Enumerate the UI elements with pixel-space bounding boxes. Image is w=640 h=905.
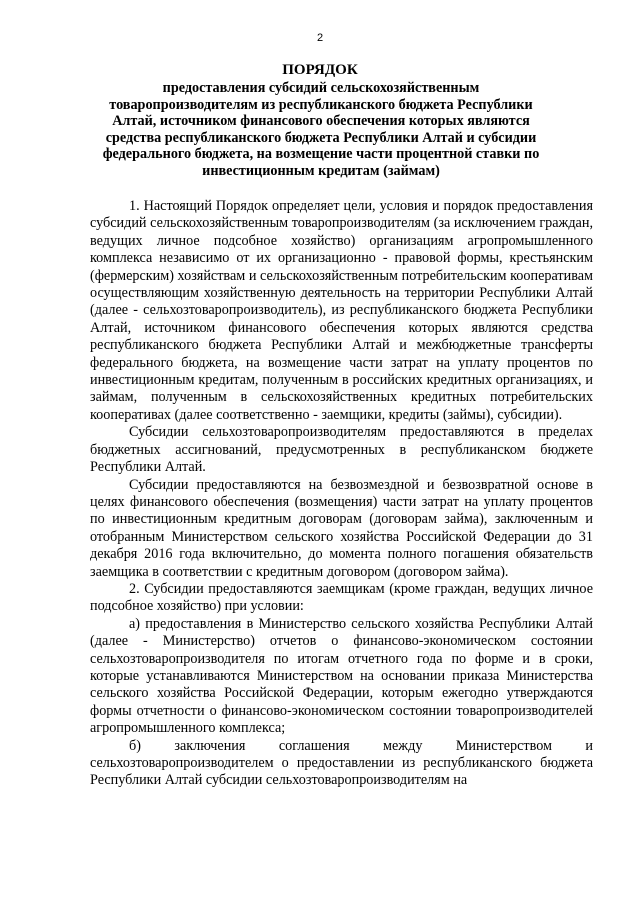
paragraph-3: Субсидии предоставляются на безвозмездной и безвозвратной основе в целях финансового обеспечения (возмещения) части затрат на уплату процентов по инвестиционным кредитным договорам (договорам займа), заключенным и отобранным Министерством сельского хозяйства Российской Федерации до 31 декабря 2016 года включительно, до момента полного погашения обязательств заемщика в соответствии с кредитным договором (договором займа). [90,476,593,580]
document-title: ПОРЯДОК [282,62,358,78]
paragraph-2: Субсидии сельхозтоваропроизводителям предоставляются в пределах бюджетных ассигнований, предусмотренных в республиканском бюджете Республики Алтай. [90,424,593,476]
paragraph-1: 1. Настоящий Порядок определяет цели, условия и порядок предоставления субсидий сельскохозяйственным товаропроизводителям (за исключением граждан, ведущих личное подсобное хозяйство) организациям агропромышленного комплекса независимо от их организационно - правовой формы, крестьянским (фермерским) хозяйствам и сельскохозяйственным потребительским кооперативам осуществляющим хозяйственную деятельность на территории Республики Алтай (далее - сельхозтоваропроизводитель), из республиканского бюджета Республики Алтай, источником финансового обеспечения которых являются средства республиканского бюджета Республики Алтай и межбюджетные трансферты федерального бюджета, на возмещение части затрат на уплату процентов по инвестиционным кредитам, полученным в российских кредитных организациях, и займам, полученным в сельскохозяйственных кредитных потребительских кооперативах (далее соответственно - заемщики, кредиты (займы), субсидии). [90,198,593,423]
document-subtitle: предоставления субсидий сельскохозяйственным товаропроизводителям из республиканского бюджета Республики Алтай, источником финансового обеспечения которых являются средства республиканского бюджета Республики Алтай и субсидии федерального бюджета, на возмещение части процентной ставки по инвестиционным кредитам (займам) [102,80,540,179]
page-number: 2 [316,32,324,44]
paragraph-5: а) предоставления в Министерство сельского хозяйства Республики Алтай (далее - Министерство) отчетов о финансово-экономическом состоянии сельхозтоваропроизводителя по итогам отчетного года по форме и в сроки, которые устанавливаются Министерством на основании приказа Министерства сельского хозяйства Российской Федерации, которым ежегодно утверждаются формы отчетности о финансово-экономическом состоянии товаропроизводителей агропромышленного комплекса; [90,615,593,737]
paragraph-6: б) заключения соглашения между Министерством и сельхозтоваропроизводителем о предоставлении из республиканского бюджета Республики Алтай субсидии сельхозтоваропроизводителям на [90,737,593,789]
paragraph-4: 2. Субсидии предоставляются заемщикам (кроме граждан, ведущих личное подсобное хозяйство) при условии: [90,580,593,615]
document-body [90,198,593,790]
